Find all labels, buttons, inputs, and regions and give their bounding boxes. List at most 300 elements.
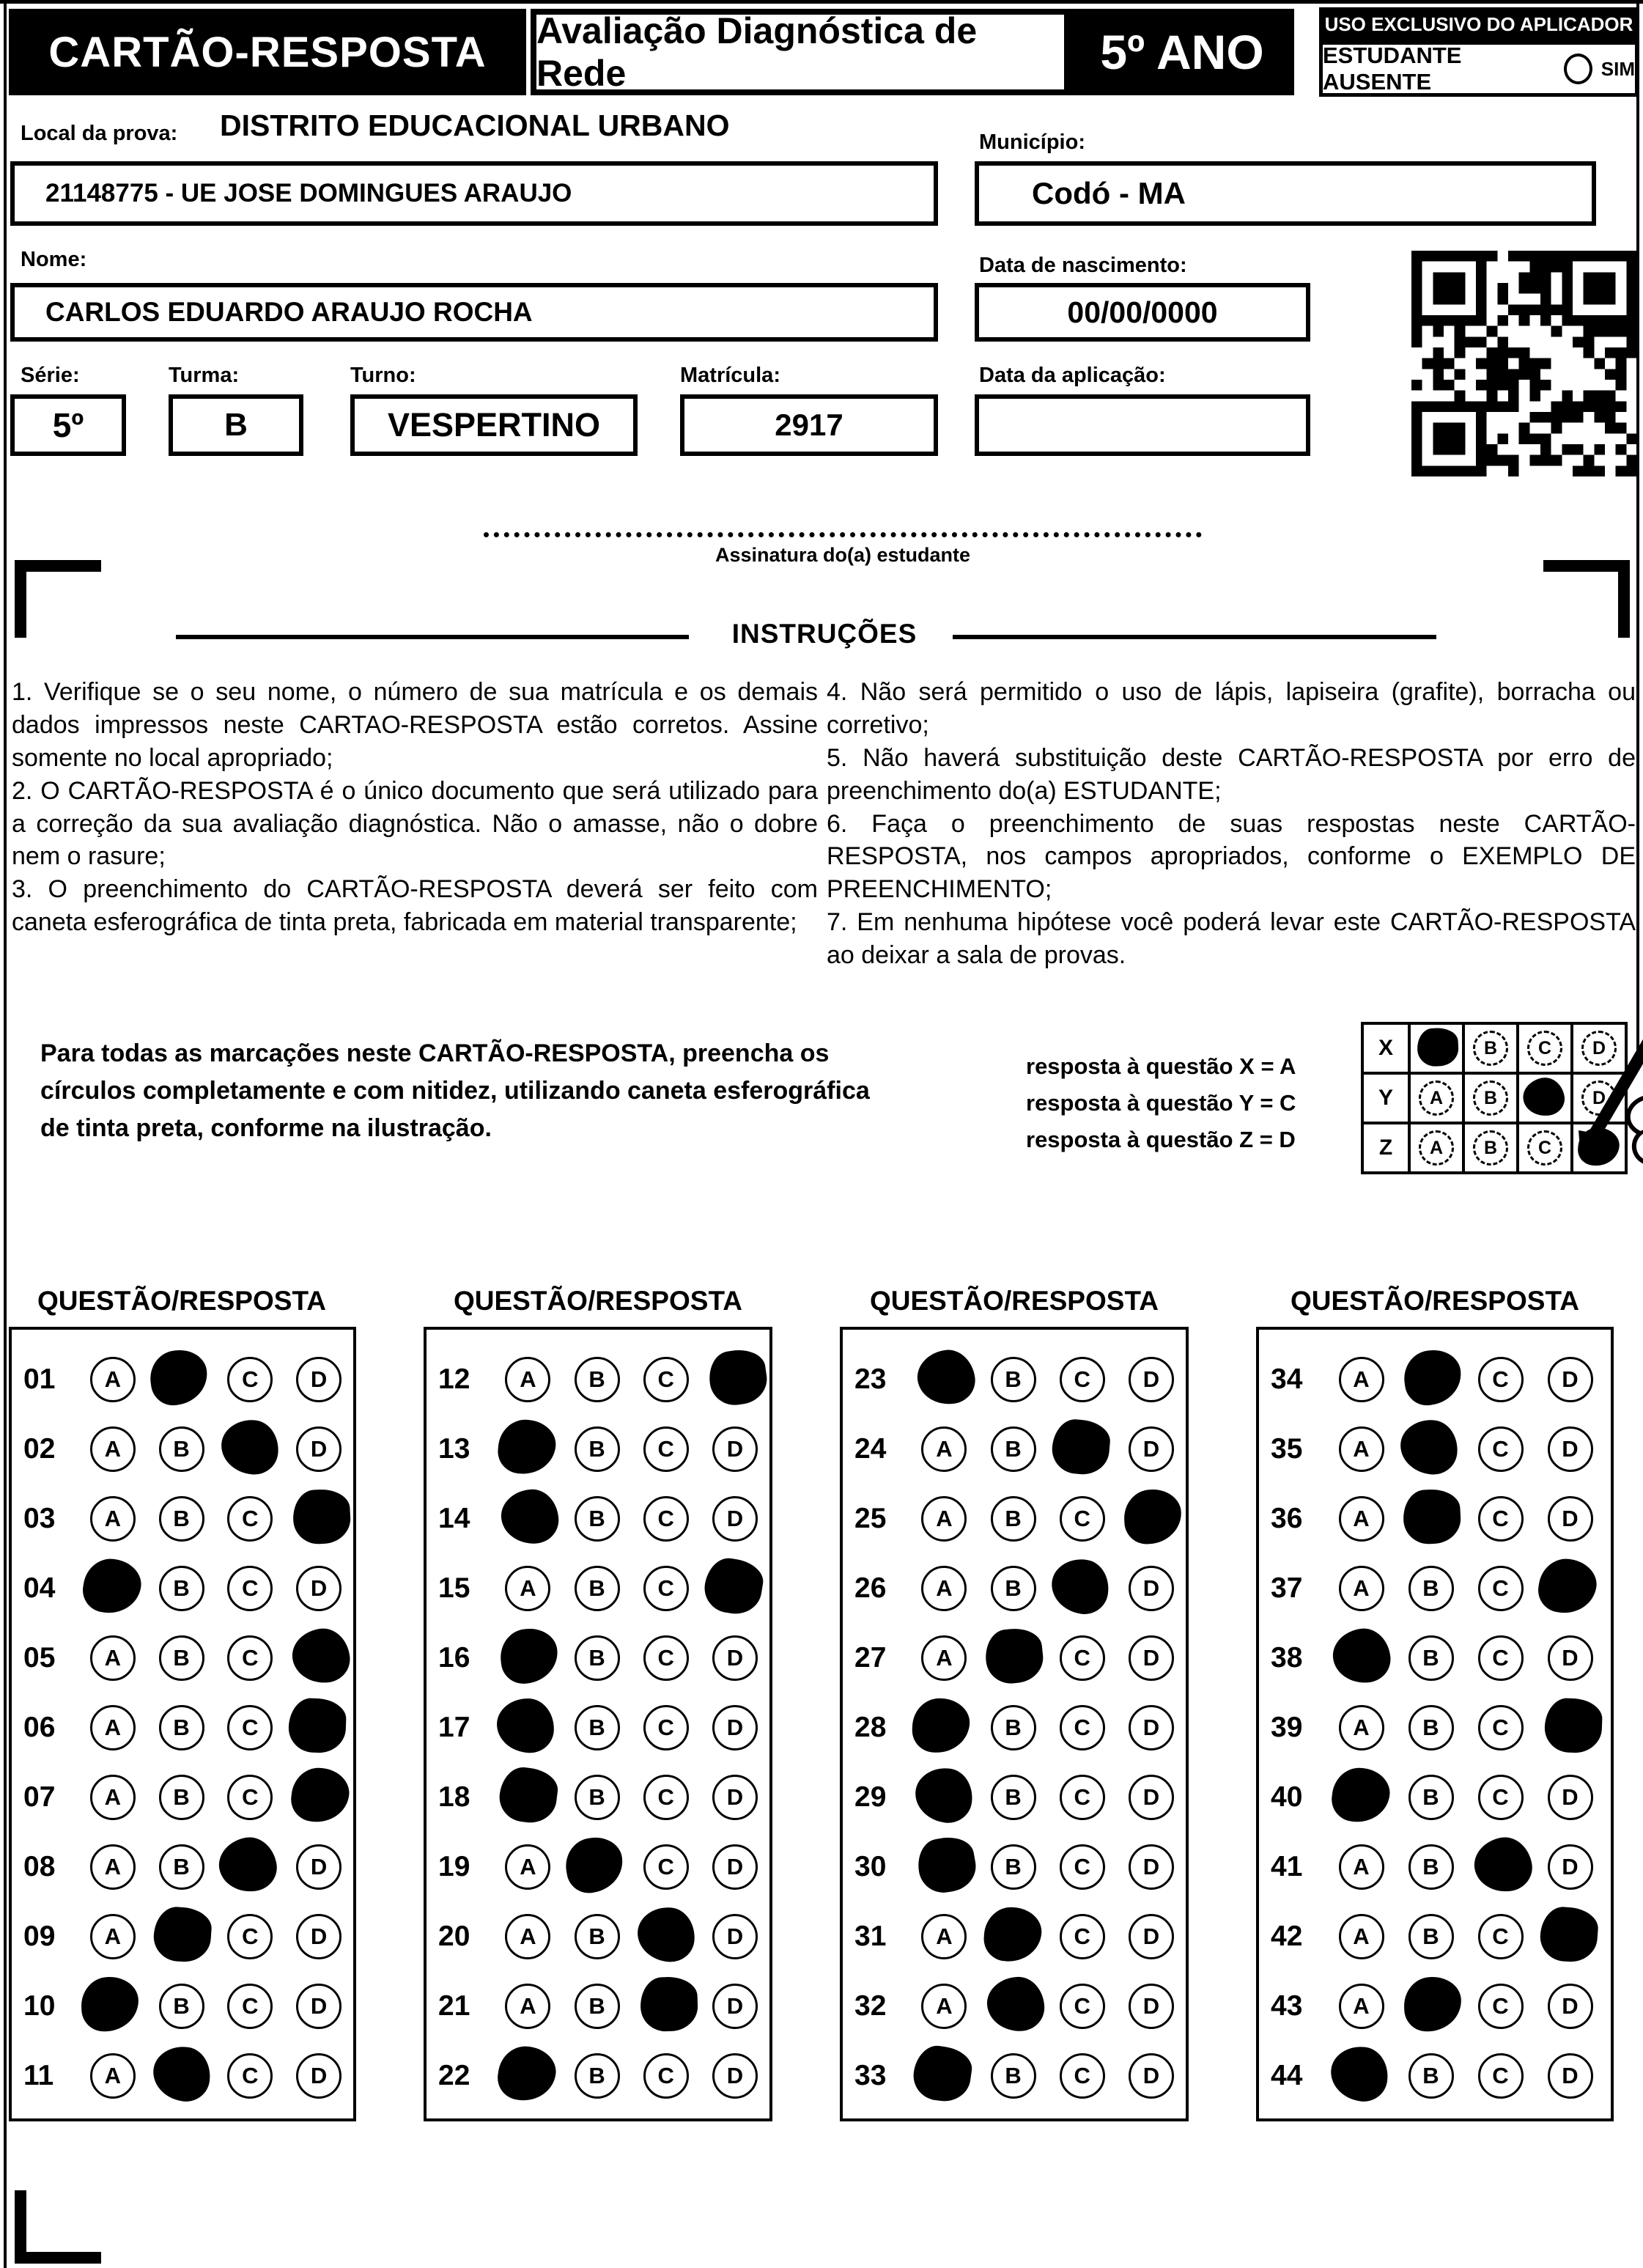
question-row <box>427 1693 769 1762</box>
example-bubble-B: B <box>1473 1031 1508 1066</box>
question-number: 33 <box>854 2059 887 2091</box>
answer-bubble-A[interactable]: A <box>1339 1426 1384 1472</box>
answer-bubble-C[interactable]: C <box>643 1496 689 1542</box>
answer-bubble-A[interactable]: A <box>1339 1984 1384 2029</box>
answer-bubble-C[interactable]: C <box>1478 1914 1524 1959</box>
answer-bubble-B-filled[interactable] <box>1398 1417 1459 1476</box>
local-label: Local da prova: <box>21 122 178 145</box>
municipio-field: Codó - MA <box>975 161 1596 226</box>
answer-bubble-B[interactable]: B <box>1408 2053 1454 2099</box>
answer-bubble-A[interactable]: A <box>921 1914 967 1959</box>
answer-bubble-D[interactable]: D <box>1129 1635 1174 1681</box>
example-bubble-B: B <box>1473 1130 1508 1166</box>
answer-bubble-D[interactable]: D <box>296 1984 341 2029</box>
answer-bubble-B[interactable]: B <box>159 1426 204 1472</box>
answer-bubble-A[interactable]: A <box>90 1705 136 1750</box>
answer-bubble-A-filled[interactable] <box>496 1417 558 1476</box>
question-row <box>1259 1553 1611 1623</box>
answer-bubble-A[interactable]: A <box>921 1635 967 1681</box>
answer-bubble-D[interactable]: D <box>1548 1426 1593 1472</box>
question-row <box>1259 1762 1611 1832</box>
nome-label: Nome: <box>21 248 87 271</box>
answer-bubble-C[interactable]: C <box>1478 1775 1524 1820</box>
question-number: 03 <box>23 1502 56 1534</box>
question-number: 30 <box>854 1850 887 1882</box>
answer-bubble-A[interactable]: A <box>90 1914 136 1959</box>
answer-bubble-A-filled[interactable] <box>496 1697 555 1753</box>
question-number: 07 <box>23 1781 56 1813</box>
answers-column-1 <box>9 1327 356 2121</box>
question-row <box>843 2041 1186 2110</box>
registration-mark-bottom-left <box>15 2252 101 2264</box>
question-row <box>1259 1344 1611 1414</box>
fill-example-note: Para todas as marcações neste CARTÃO-RESPOSTA, preencha os círculos completamente e com nitidez, utilizando caneta esferográfica de tinta preta, conforme na ilustração. <box>40 1039 870 1142</box>
answer-bubble-A[interactable]: A <box>90 1426 136 1472</box>
answer-bubble-B[interactable]: B <box>575 1566 620 1611</box>
answer-bubble-B[interactable]: B <box>991 1566 1036 1611</box>
example-bubble-A: A <box>1419 1080 1454 1116</box>
question-row <box>427 1832 769 1901</box>
answer-bubble-A[interactable]: A <box>90 1357 136 1402</box>
question-number: 15 <box>438 1572 470 1604</box>
answer-bubble-A-filled[interactable] <box>911 2042 975 2104</box>
answer-bubble-B[interactable]: B <box>991 2053 1036 2099</box>
example-bubble-B: B <box>1473 1080 1508 1116</box>
answers-column-4 <box>1256 1327 1614 2121</box>
example-row-label: X <box>1362 1023 1409 1073</box>
answer-bubble-B-filled[interactable] <box>147 1346 211 1407</box>
question-number: 16 <box>438 1641 470 1674</box>
answer-bubble-A-filled[interactable] <box>1329 1764 1392 1825</box>
question-row <box>427 1344 769 1414</box>
turma-label: Turma: <box>169 364 240 387</box>
answer-bubble-C[interactable]: C <box>1478 1426 1524 1472</box>
answer-bubble-D[interactable]: D <box>1129 1844 1174 1890</box>
answer-bubble-C[interactable]: C <box>1478 1635 1524 1681</box>
answer-bubble-D[interactable]: D <box>1548 1775 1593 1820</box>
answer-bubble-D[interactable]: D <box>1129 1705 1174 1750</box>
page-border-top <box>0 0 1643 4</box>
answer-bubble-C[interactable]: C <box>1060 1914 1105 1959</box>
instructions-title: INSTRUÇÕES <box>731 619 918 649</box>
answer-bubble-C-filled[interactable] <box>215 1833 281 1896</box>
answer-bubble-B[interactable]: B <box>1408 1566 1454 1611</box>
answer-bubble-B-filled[interactable] <box>983 1626 1045 1686</box>
answer-bubble-B-filled[interactable] <box>986 1976 1045 2032</box>
answer-bubble-A[interactable]: A <box>921 1566 967 1611</box>
nome-field: CARLOS EDUARDO ARAUJO ROCHA <box>10 283 938 342</box>
instruction-item: 7. Em nenhuma hipótese você poderá levar este CARTÃO-RESPOSTA ao deixar a sala de provas. <box>827 908 1636 969</box>
answer-bubble-D[interactable]: D <box>1548 1496 1593 1542</box>
answer-bubble-C[interactable]: C <box>643 1566 689 1611</box>
answer-bubble-B-filled[interactable] <box>149 2042 214 2104</box>
question-number: 38 <box>1271 1641 1303 1674</box>
answer-bubble-B-filled[interactable] <box>1400 1346 1465 1407</box>
examiner-only-title: USO EXCLUSIVO DO APLICADOR <box>1319 7 1639 41</box>
question-row <box>843 1344 1186 1414</box>
question-row <box>1259 1693 1611 1762</box>
question-row <box>12 1971 353 2041</box>
answer-bubble-A[interactable]: A <box>505 1566 550 1611</box>
answer-bubble-C[interactable]: C <box>227 1775 273 1820</box>
answer-bubble-B[interactable]: B <box>991 1426 1036 1472</box>
instruction-item: 1. Verifique se o seu nome, o número de sua matrícula e os demais dados impressos neste CARTAO-RESPOSTA estão corretos. Assine somente no local apropriado; <box>12 678 818 772</box>
answers-column-header: QUESTÃO/RESPOSTA <box>453 1286 743 1316</box>
answer-bubble-D-filled[interactable] <box>1538 1905 1599 1963</box>
question-number: 26 <box>854 1572 887 1604</box>
question-number: 06 <box>23 1711 56 1743</box>
grade-badge: 5º ANO <box>1070 9 1294 95</box>
question-row <box>1259 2041 1611 2110</box>
answer-bubble-B[interactable]: B <box>159 1844 204 1890</box>
answer-bubble-B[interactable]: B <box>575 1426 620 1472</box>
answer-bubble-A[interactable]: A <box>90 1635 136 1681</box>
answer-bubble-C-filled[interactable] <box>1050 1417 1112 1476</box>
question-row <box>843 1901 1186 1971</box>
turno-field: VESPERTINO <box>350 394 638 456</box>
answer-bubble-B[interactable]: B <box>991 1844 1036 1890</box>
answer-bubble-D[interactable]: D <box>1548 1984 1593 2029</box>
answer-bubble-B-filled[interactable] <box>982 1905 1043 1963</box>
question-number: 35 <box>1271 1432 1303 1465</box>
question-row <box>12 1414 353 1484</box>
answer-bubble-D[interactable]: D <box>1129 1775 1174 1820</box>
answer-bubble-B[interactable]: B <box>575 2053 620 2099</box>
answer-bubble-D[interactable]: D <box>1129 1426 1174 1472</box>
question-number: 39 <box>1271 1711 1303 1743</box>
answer-bubble-D[interactable]: D <box>1548 1357 1593 1402</box>
answer-bubble-D-filled[interactable] <box>292 1488 352 1545</box>
answer-bubble-C[interactable]: C <box>1060 1705 1105 1750</box>
answer-bubble-C[interactable]: C <box>1478 1705 1524 1750</box>
answer-bubble-C[interactable]: C <box>227 1496 273 1542</box>
answer-bubble-C[interactable]: C <box>1478 1566 1524 1611</box>
signature-line[interactable] <box>484 532 1202 537</box>
question-row <box>427 1553 769 1623</box>
answer-bubble-C[interactable]: C <box>643 1357 689 1402</box>
answer-bubble-A[interactable]: A <box>1339 1566 1384 1611</box>
answer-bubble-A-filled[interactable] <box>1330 1626 1392 1686</box>
answer-bubble-A-filled[interactable] <box>501 1488 561 1545</box>
answer-bubble-D[interactable]: D <box>1129 1357 1174 1402</box>
answer-bubble-B[interactable]: B <box>1408 1705 1454 1750</box>
question-row <box>427 1484 769 1553</box>
answer-bubble-D-filled[interactable] <box>288 1697 347 1753</box>
answer-bubble-B-filled[interactable] <box>1402 1488 1462 1545</box>
answer-bubble-D[interactable]: D <box>1129 1566 1174 1611</box>
answer-bubble-A[interactable]: A <box>921 1984 967 2029</box>
answer-bubble-C-filled[interactable] <box>1470 1833 1536 1896</box>
answers-column-header: QUESTÃO/RESPOSTA <box>1290 1286 1580 1316</box>
answer-bubble-C[interactable]: C <box>227 2053 273 2099</box>
answer-bubble-C[interactable]: C <box>1060 1635 1105 1681</box>
answer-bubble-D-filled[interactable] <box>289 1626 352 1686</box>
answer-bubble-B[interactable]: B <box>575 1775 620 1820</box>
signature-label: Assinatura do(a) estudante <box>715 544 971 566</box>
instructions-column-left <box>12 676 818 939</box>
answer-bubble-B[interactable]: B <box>991 1496 1036 1542</box>
question-row <box>1259 1971 1611 2041</box>
answer-bubble-C[interactable]: C <box>643 1635 689 1681</box>
answer-bubble-C[interactable]: C <box>1478 1357 1524 1402</box>
answer-bubble-B[interactable]: B <box>991 1775 1036 1820</box>
question-row <box>843 1832 1186 1901</box>
example-bubble-D: D <box>1581 1080 1617 1116</box>
answer-bubble-A[interactable]: A <box>921 1496 967 1542</box>
answer-bubble-D-filled[interactable] <box>706 1346 770 1407</box>
question-row <box>12 1762 353 1832</box>
answer-bubble-B[interactable]: B <box>1408 1775 1454 1820</box>
answer-bubble-A-filled[interactable] <box>915 1346 979 1407</box>
instructions-column-right <box>827 676 1636 972</box>
answer-bubble-C[interactable]: C <box>643 1775 689 1820</box>
answer-bubble-A-filled[interactable] <box>80 1555 145 1617</box>
answer-bubble-A[interactable]: A <box>1339 1496 1384 1542</box>
instruction-item: 5. Não haverá substituição deste CARTÃO-RESPOSTA por erro de preenchimento do(a) ESTUDANTE; <box>827 743 1636 805</box>
answer-bubble-A[interactable]: A <box>505 1844 550 1890</box>
answer-bubble-A-filled[interactable] <box>912 1764 975 1825</box>
registration-mark-top-left <box>15 560 101 572</box>
answer-bubble-C[interactable]: C <box>1060 1775 1105 1820</box>
answer-bubble-A-filled[interactable] <box>495 2042 560 2104</box>
question-number: 21 <box>438 1989 470 2022</box>
example-bubble-C: C <box>1527 1031 1562 1066</box>
question-row <box>12 1344 353 1414</box>
question-number: 11 <box>23 2059 54 2091</box>
answer-bubble-B[interactable]: B <box>1408 1635 1454 1681</box>
answer-bubble-D[interactable]: D <box>712 2053 758 2099</box>
student-absent-option-label: SIM <box>1600 57 1635 80</box>
answer-bubble-C-filled[interactable] <box>635 1905 696 1963</box>
question-number: 02 <box>23 1432 56 1465</box>
answer-bubble-D[interactable]: D <box>1129 1984 1174 2029</box>
answer-bubble-D[interactable]: D <box>712 1705 758 1750</box>
question-row <box>1259 1414 1611 1484</box>
answer-bubble-D[interactable]: D <box>1548 1635 1593 1681</box>
question-row <box>843 1762 1186 1832</box>
school-field: 21148775 - UE JOSE DOMINGUES ARAUJO <box>10 161 938 226</box>
answer-bubble-A-filled[interactable] <box>915 1833 981 1896</box>
district-title: DISTRITO EDUCACIONAL URBANO <box>220 108 730 142</box>
answer-bubble-A[interactable]: A <box>90 2053 136 2099</box>
example-row-label: Y <box>1362 1073 1409 1123</box>
answer-bubble-A[interactable]: A <box>1339 1914 1384 1959</box>
aplicacao-field <box>975 394 1310 456</box>
question-row <box>1259 1901 1611 1971</box>
answer-bubble-D[interactable]: D <box>1548 1844 1593 1890</box>
page-border-right <box>1636 0 1639 1056</box>
question-number: 31 <box>854 1920 887 1952</box>
serie-field: 5º <box>10 394 126 456</box>
answer-bubble-A[interactable]: A <box>1339 1844 1384 1890</box>
question-row <box>12 1623 353 1693</box>
question-number: 42 <box>1271 1920 1303 1952</box>
answer-bubble-A[interactable]: A <box>1339 1705 1384 1750</box>
example-bubble-D: D <box>1581 1031 1617 1066</box>
question-number: 34 <box>1271 1363 1303 1395</box>
answer-bubble-A[interactable]: A <box>1339 1357 1384 1402</box>
answer-bubble-C[interactable]: C <box>227 1635 273 1681</box>
question-number: 28 <box>854 1711 887 1743</box>
instruction-item: 6. Faça o preenchimento de suas respostas neste CARTÃO-RESPOSTA, nos campos apropriados, conforme o EXEMPLO DE PREENCHIMENTO; <box>827 809 1636 904</box>
answer-bubble-A-filled[interactable] <box>912 1697 971 1753</box>
answer-bubble-D[interactable]: D <box>712 1426 758 1472</box>
answer-bubble-C[interactable]: C <box>227 1566 273 1611</box>
question-number: 14 <box>438 1502 470 1534</box>
answer-bubble-B[interactable]: B <box>159 1984 204 2029</box>
answer-bubble-C[interactable]: C <box>643 1426 689 1472</box>
example-bubble-A-filled <box>1417 1027 1460 1067</box>
answer-bubble-C[interactable]: C <box>1478 1496 1524 1542</box>
question-number: 08 <box>23 1850 56 1882</box>
answer-bubble-B[interactable]: B <box>575 1984 620 2029</box>
answer-bubble-A-filled[interactable] <box>81 1976 140 2032</box>
answer-bubble-B-filled[interactable] <box>561 1833 627 1896</box>
answer-bubble-D-filled[interactable] <box>1535 1555 1600 1617</box>
answer-bubble-D[interactable]: D <box>296 1426 341 1472</box>
answer-bubble-C[interactable]: C <box>1060 1357 1105 1402</box>
answer-bubble-C[interactable]: C <box>1060 1844 1105 1890</box>
answer-bubble-B[interactable]: B <box>575 1914 620 1959</box>
answer-bubble-B[interactable]: B <box>1408 1844 1454 1890</box>
question-row <box>12 1484 353 1553</box>
answer-bubble-D[interactable]: D <box>1129 2053 1174 2099</box>
question-number: 19 <box>438 1850 470 1882</box>
question-number: 23 <box>854 1363 887 1395</box>
fill-example-legend <box>1026 1048 1296 1158</box>
answer-bubble-C[interactable]: C <box>643 1844 689 1890</box>
question-row <box>12 2041 353 2110</box>
answer-bubble-D[interactable]: D <box>296 2053 341 2099</box>
answer-bubble-A[interactable]: A <box>505 1914 550 1959</box>
answer-bubble-A[interactable]: A <box>921 1426 967 1472</box>
answer-bubble-D[interactable]: D <box>1548 2053 1593 2099</box>
question-number: 40 <box>1271 1781 1303 1813</box>
answer-bubble-A-filled[interactable] <box>497 1764 560 1825</box>
answer-bubble-C[interactable]: C <box>227 1984 273 2029</box>
answer-bubble-B[interactable]: B <box>159 1566 204 1611</box>
question-row <box>12 1832 353 1901</box>
answer-bubble-C-filled[interactable] <box>219 1417 281 1476</box>
answer-bubble-D-filled[interactable] <box>1543 1697 1603 1753</box>
answer-bubble-C[interactable]: C <box>227 1914 273 1959</box>
answer-bubble-D[interactable]: D <box>296 1914 341 1959</box>
question-row <box>1259 1832 1611 1901</box>
answer-bubble-B-filled[interactable] <box>1403 1976 1462 2032</box>
answer-bubble-D[interactable]: D <box>712 1496 758 1542</box>
hand-with-pen-illustration <box>1485 947 1643 1193</box>
aplicacao-label: Data da aplicação: <box>979 364 1166 387</box>
question-number: 32 <box>854 1989 887 2022</box>
exam-title: Avaliação Diagnóstica de Rede <box>531 9 1070 95</box>
legend-line: resposta à questão X = A <box>1026 1053 1296 1079</box>
registration-mark-top-left <box>15 560 26 638</box>
question-row <box>427 1901 769 1971</box>
example-bubble-A: A <box>1419 1130 1454 1166</box>
question-number: 25 <box>854 1502 887 1534</box>
answer-bubble-C[interactable]: C <box>1060 1496 1105 1542</box>
question-row <box>427 2041 769 2110</box>
question-number: 12 <box>438 1363 470 1395</box>
answer-bubble-A-filled[interactable] <box>1327 2042 1392 2104</box>
answer-bubble-B[interactable]: B <box>159 1705 204 1750</box>
answer-bubble-B[interactable]: B <box>1408 1914 1454 1959</box>
answer-bubble-D-filled[interactable] <box>1123 1488 1183 1545</box>
registration-mark-top-right <box>1543 560 1630 572</box>
answer-bubble-A[interactable]: A <box>90 1844 136 1890</box>
answer-bubble-B[interactable]: B <box>575 1635 620 1681</box>
answer-bubble-A[interactable]: A <box>505 1984 550 2029</box>
answer-bubble-B[interactable]: B <box>575 1496 620 1542</box>
nascimento-label: Data de nascimento: <box>979 254 1187 277</box>
answer-bubble-B[interactable]: B <box>159 1635 204 1681</box>
answer-bubble-B-filled[interactable] <box>152 1905 213 1963</box>
card-title: CARTÃO-RESPOSTA <box>9 9 526 95</box>
instruction-item: 2. O CARTÃO-RESPOSTA é o único documento que será utilizado para a correção da sua avaliação diagnóstica. Não o amasse, não o dobre nem o rasure; <box>12 776 818 871</box>
answer-bubble-D[interactable]: D <box>712 1984 758 2029</box>
question-number: 22 <box>438 2059 470 2091</box>
answer-bubble-C[interactable]: C <box>227 1705 273 1750</box>
question-row <box>12 1693 353 1762</box>
answer-bubble-D-filled[interactable] <box>701 1555 767 1617</box>
answer-bubble-D[interactable]: D <box>712 1775 758 1820</box>
answer-bubble-D[interactable]: D <box>712 1635 758 1681</box>
qr-code <box>1411 251 1637 476</box>
answer-bubble-D[interactable]: D <box>712 1914 758 1959</box>
answer-bubble-D[interactable]: D <box>712 1844 758 1890</box>
answer-bubble-A[interactable]: A <box>505 1357 550 1402</box>
answer-bubble-C[interactable]: C <box>643 1705 689 1750</box>
question-row <box>843 1414 1186 1484</box>
answer-bubble-B[interactable]: B <box>991 1705 1036 1750</box>
answer-bubble-C[interactable]: C <box>1060 1984 1105 2029</box>
answer-bubble-B[interactable]: B <box>159 1775 204 1820</box>
question-number: 18 <box>438 1781 470 1813</box>
answer-bubble-C[interactable]: C <box>1478 2053 1524 2099</box>
answer-bubble-C[interactable]: C <box>1478 1984 1524 2029</box>
answer-bubble-D[interactable]: D <box>296 1566 341 1611</box>
turma-field: B <box>169 394 303 456</box>
answer-bubble-D[interactable]: D <box>296 1844 341 1890</box>
question-number: 36 <box>1271 1502 1303 1534</box>
answer-bubble-A[interactable]: A <box>90 1496 136 1542</box>
student-absent-bubble[interactable] <box>1564 54 1592 84</box>
answer-bubble-A-filled[interactable] <box>498 1626 561 1686</box>
legend-line: resposta à questão Y = C <box>1026 1090 1296 1116</box>
answer-bubble-D[interactable]: D <box>1129 1914 1174 1959</box>
answer-bubble-C-filled[interactable] <box>1047 1555 1112 1617</box>
answers-column-3 <box>840 1327 1189 2121</box>
answer-bubble-B[interactable]: B <box>575 1705 620 1750</box>
answer-bubble-D-filled[interactable] <box>289 1764 352 1825</box>
answer-bubble-D[interactable]: D <box>296 1357 341 1402</box>
question-row <box>12 1901 353 1971</box>
answer-bubble-C[interactable]: C <box>1060 2053 1105 2099</box>
instruction-item: 4. Não será permitido o uso de lápis, lapiseira (grafite), borracha ou corretivo; <box>827 678 1636 739</box>
question-number: 27 <box>854 1641 887 1674</box>
answer-bubble-A[interactable]: A <box>90 1775 136 1820</box>
answer-bubble-C[interactable]: C <box>227 1357 273 1402</box>
answer-bubble-B[interactable]: B <box>159 1496 204 1542</box>
answers-column-header: QUESTÃO/RESPOSTA <box>37 1286 327 1316</box>
question-row <box>1259 1623 1611 1693</box>
answer-bubble-B[interactable]: B <box>991 1357 1036 1402</box>
answer-bubble-C[interactable]: C <box>643 2053 689 2099</box>
answer-bubble-C-filled[interactable] <box>639 1976 698 2032</box>
turno-label: Turno: <box>350 364 416 387</box>
municipio-label: Município: <box>979 130 1085 154</box>
answer-bubble-B[interactable]: B <box>575 1357 620 1402</box>
